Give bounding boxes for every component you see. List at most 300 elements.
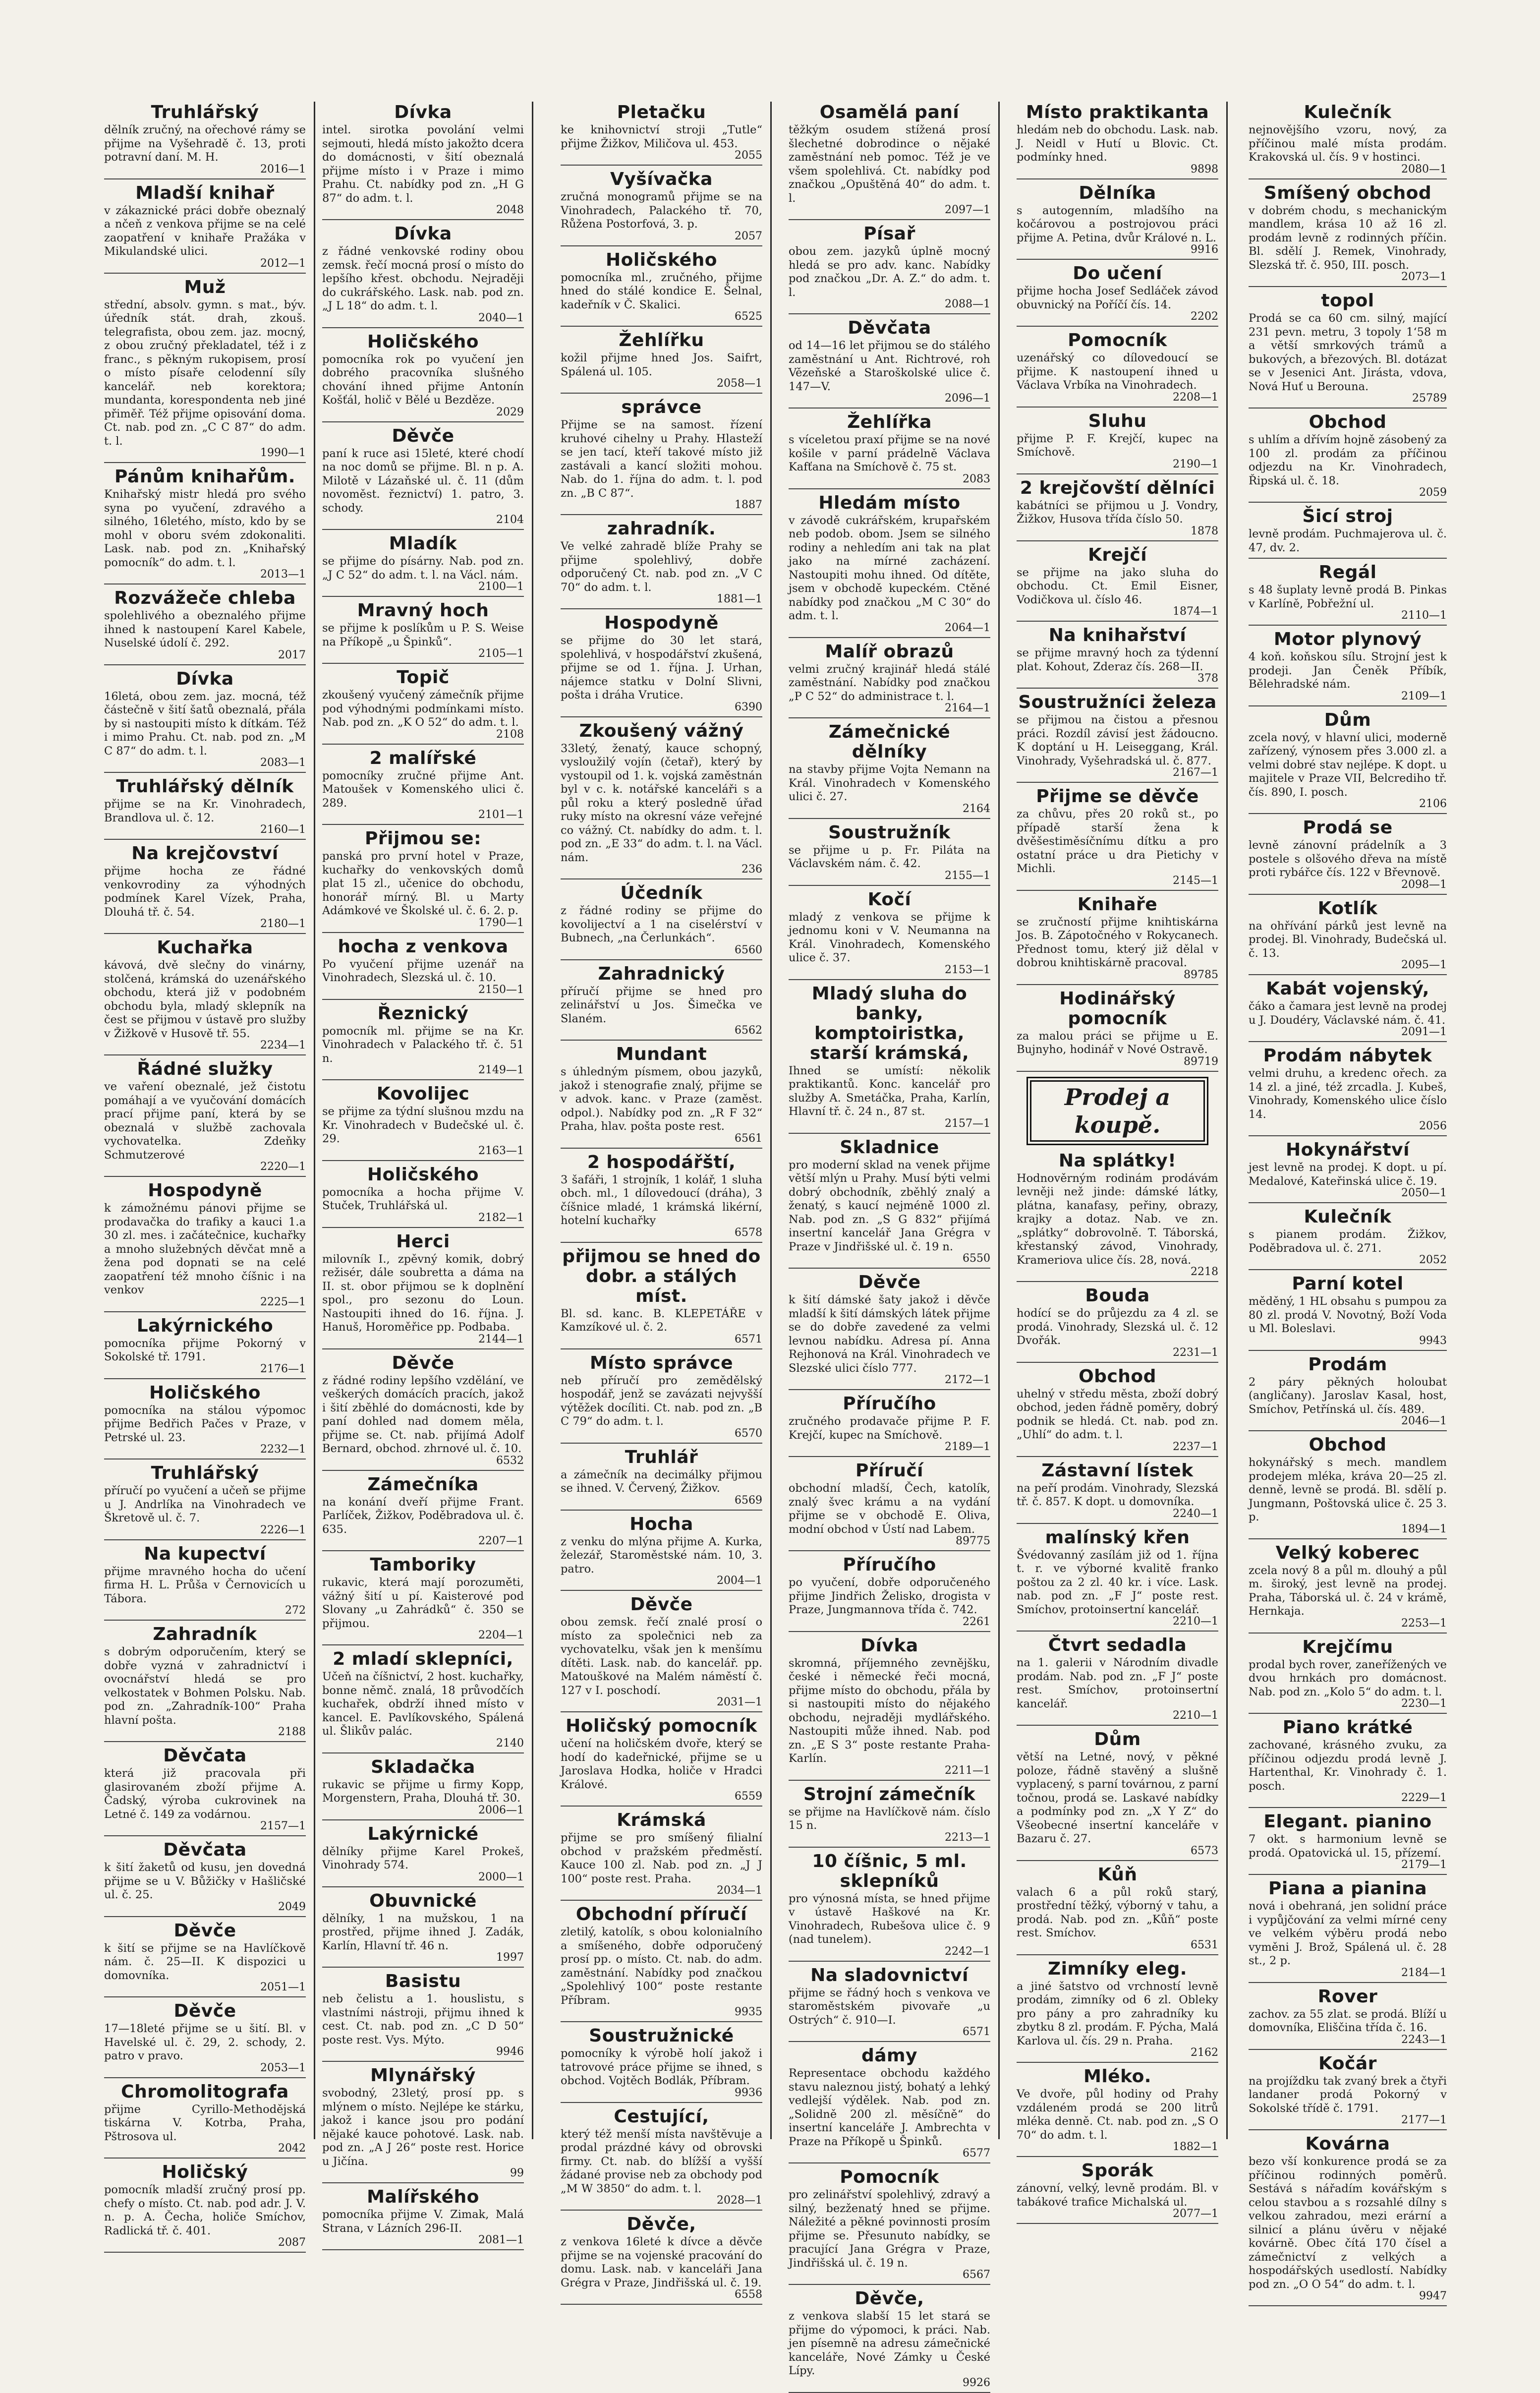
classified-ad <box>789 823 990 886</box>
classified-ad <box>322 2066 524 2183</box>
ad-heading: 2 hospodářští, <box>587 1152 736 1172</box>
ad-reference-number: 1881—1 <box>717 593 762 605</box>
ad-heading: Místo správce <box>589 1352 734 1373</box>
classified-ad <box>1249 183 1447 288</box>
ad-heading: Písař <box>863 224 915 244</box>
ad-text: 7 okt. s harmonium levně se prodá. Opatovická ul. 15, přízemí. <box>1249 1833 1447 1860</box>
classified-ad <box>1017 1461 1218 1524</box>
classified-ad <box>1249 507 1447 559</box>
ad-heading: Zkoušený vážný <box>579 720 744 741</box>
ad-reference-number: 2052 <box>1419 1254 1447 1266</box>
ad-reference-number: 2101—1 <box>478 809 524 821</box>
ad-heading: Truhlářský dělník <box>116 776 294 797</box>
ad-text: pomocníka přijme V. Zimak, Malá Strana, v Lázních 296-II. <box>322 2208 524 2235</box>
ad-text: na 1. galerii v Národním divadle prodám. Nab. pod zn. „F J“ poste rest. Smíchov, protoinsertní kancelář. <box>1017 1656 1218 1710</box>
ad-reference-number: 2017 <box>278 648 306 661</box>
ad-text: rukavic, která mají porozuměti, vážný šití u pí. Kaisterové pod Slovany „u Zahrádků“ č. 350 se přijmou. <box>322 1576 524 1630</box>
classified-ad <box>104 1921 306 1998</box>
classified-ad <box>104 183 306 274</box>
ad-heading: Rover <box>1317 1986 1378 2007</box>
ad-reference-number: 2012—1 <box>260 257 306 270</box>
ad-heading: Pánům knihařům. <box>114 467 295 487</box>
ad-reference-number: 2056 <box>1419 1120 1447 1132</box>
ad-heading: Hospodyně <box>604 613 719 633</box>
ad-text: pomocník ml. přijme se na Kr. Vinohradech v Palackého tř. č. 51 n. <box>322 1024 524 1065</box>
ad-heading: správce <box>621 397 702 417</box>
ad-heading: Krejčí <box>1087 544 1147 565</box>
ad-text: velmi zručný krajinář hledá stálé zaměstnání. Nabídky pod značkou „P C 52“ do administrace t. l. <box>789 662 990 703</box>
ad-text: na konání dveří přijme Frant. Parlíček, Žižkov, Poděbradova ul. č. 635. <box>322 1495 524 1536</box>
ad-heading: Smíšený obchod <box>1263 182 1432 203</box>
ad-heading: Holičského <box>367 1164 479 1185</box>
ad-heading: Motor plynový <box>1273 629 1422 649</box>
ad-text: na peří prodám. Vinohrady, Slezská tř. č. 857. K dopt. u domovníka. <box>1017 1481 1218 1508</box>
ad-heading: 2 krejčovští dělníci <box>1020 477 1215 498</box>
ad-heading: Hocha <box>629 1514 693 1534</box>
ad-reference-number: 2091—1 <box>1401 1026 1447 1038</box>
ad-reference-number: 2096—1 <box>945 392 990 405</box>
ad-text: velmi druhu, a kredenc ořech. za 14 zl. a jiné, též zrcadla. J. Kubeš, Vinohrady, Komenského ulice číslo 14. <box>1249 1067 1447 1121</box>
ad-heading: Na knihařství <box>1048 625 1187 645</box>
ad-text: měděný, 1 HL obsahu s pumpou za 80 zl. prodá V. Novotný, Boží Voda u Ml. Boleslavi. <box>1249 1295 1447 1335</box>
ad-heading: Herci <box>396 1231 450 1252</box>
ad-reference-number: 2105—1 <box>478 647 524 660</box>
classified-ad <box>1017 264 1218 327</box>
ad-heading: Holičský pomocník <box>566 1716 757 1736</box>
ad-heading: Prodám nábytek <box>1263 1046 1432 1066</box>
ad-text: a jiné šatstvo od vrchností levně prodám, zimníky od 6 zl. Obleky pro pány a pro zahradníky ku zbytku 8 zl. prodám. F. Pýcha, Malá Karlova ul. čís. 29 n. Praha. <box>1017 1980 1218 2047</box>
ad-reference-number: 2157—1 <box>945 1117 990 1130</box>
ad-reference-number: 272 <box>285 1604 306 1617</box>
ad-heading: Zámečníka <box>367 1474 479 1495</box>
ad-text: dělníky přijme Karel Prokeš, Vinohrady 574. <box>322 1845 524 1871</box>
ad-reference-number: 2049 <box>278 1900 306 1913</box>
ad-reference-number: 6571 <box>963 2026 990 2038</box>
classifieds-column-1 <box>97 102 315 2249</box>
ad-reference-number: 2029 <box>496 406 524 418</box>
ad-text: k zámožnému pánovi přijme se prodavačka do trafiky a kauci 1.a 30 zl. mes. i začátečnice, kuchařky a mnoho služebných děvčat mně a žena pod dopnati se na celé zaopatření též mnoho číšnic i na venkov <box>104 1202 306 1296</box>
ad-heading: Holičského <box>149 1382 261 1403</box>
ad-heading: Zámečnické dělníky <box>828 722 951 762</box>
ad-text: na ohřívání párků jest levně na prodej. Bl. Vinohrady, Budečská ul. č. 13. <box>1249 919 1447 960</box>
ad-reference-number: 2097—1 <box>945 204 990 216</box>
ad-heading: Zástavní lístek <box>1041 1460 1194 1481</box>
ad-heading: Hledám místo <box>818 492 961 513</box>
ad-reference-number: 2204—1 <box>478 1629 524 1641</box>
ad-reference-number: 1997 <box>496 1951 524 1964</box>
ad-heading: Pletačku <box>617 102 706 122</box>
ad-text: rukavic se přijme u firmy Kopp, Morgenstern, Praha, Dlouhá tř. 30. <box>322 1778 524 1805</box>
classified-ad <box>104 278 306 464</box>
classified-ad <box>789 2289 990 2393</box>
classified-ad <box>561 1716 762 1807</box>
ad-text: 33letý, ženatý, kauce schopný, vysloužilý vojín (četař), který by vystoupil od 1. k. vojská zaměstnán byl v c. k. notářské kanceláři s a půl roku a který posledně úřad ruky místo na okresní váze veřejné co vážný. Ct. nabídky do adm. t. l. pod zn. „E 33“ do adm. t. l. na Václ. nám. <box>561 742 762 864</box>
ad-reference-number: 2106 <box>1419 798 1447 810</box>
classified-ad <box>322 1649 524 1753</box>
classified-ad <box>104 1544 306 1621</box>
ad-heading: Mladý sluha do banky, komptoiristka, starší krámská, <box>809 983 970 1063</box>
classified-ad <box>322 829 524 933</box>
classified-ad <box>789 1394 990 1457</box>
classified-ad <box>561 170 762 246</box>
ad-heading: Na krejčovství <box>131 843 279 864</box>
classified-ad <box>104 938 306 1055</box>
ad-reference-number: 6532 <box>496 1454 524 1467</box>
classified-ad <box>561 2107 762 2211</box>
classified-ad <box>789 224 990 314</box>
ad-text: Po vyučení přijme uzenář na Vinohradech, Slezská ul. č. 10. <box>322 957 524 984</box>
ad-reference-number: 6558 <box>735 2288 762 2301</box>
ad-reference-number: 6525 <box>735 310 762 323</box>
ad-heading: Děvčata <box>163 1840 247 1860</box>
ad-reference-number: 2088—1 <box>945 298 990 310</box>
classified-ad <box>1017 183 1218 260</box>
ad-heading: zahradník. <box>607 519 716 539</box>
ad-heading: Lakýrnické <box>367 1823 479 1844</box>
classified-ad <box>1249 103 1447 179</box>
ad-text: Švédovanný zasílám již od 1. října t. r. ve výborné kvalitě franko poštou za 2 zl. 40 kr. i více. Lask. nab. pod zn. „F J“ poste rest. Smíchov, protoinsertní kancelář. <box>1017 1548 1218 1616</box>
ad-text: zletilý, katolík, s obou kolonialního a smíšeného, dobře odporučený prosí pp. o místo. Ct. nab. do adm. zaměstnání. Nabídky pod značkou „Spolehlivý 100“ poste restante Příbram. <box>561 1926 762 2007</box>
classified-ad <box>1249 412 1447 503</box>
ad-reference-number: 2261 <box>963 1615 990 1628</box>
ad-reference-number: 2220—1 <box>260 1161 306 1173</box>
classified-ad <box>104 1840 306 1917</box>
ad-heading: Děvče <box>630 1594 693 1615</box>
ad-heading: Dívka <box>394 224 452 244</box>
ad-text: Bl. sd. kanc. B. KLEPETÁŘE v Kamzíkové ul. č. 2. <box>561 1307 762 1334</box>
classified-ad <box>1249 2134 1447 2306</box>
ad-text: se přijme na jako sluha do obchodu. Ct. Emil Eisner, Vodičkova ul. číslo 46. <box>1017 566 1218 606</box>
ad-heading: Holičského <box>367 331 479 352</box>
classifieds-column-3 <box>554 102 772 2301</box>
ad-reference-number: 2055 <box>735 149 762 162</box>
ad-text: pro výnosná místa, se hned přijme v ústavě Haškové na Kr. Vinohradech, Rubešova ulice č. 9 (nad tunelem). <box>789 1892 990 1946</box>
ad-heading: Piana a pianina <box>1268 1878 1427 1899</box>
ad-heading: Muž <box>184 277 226 297</box>
ad-text: který též menší místa navštěvuje a prodal prázdné kávy od obrovski firmy. Ct. nab. do blížší a vyšší žádané provise neb za obchody pod „M W 3850“ do adm. t. l. <box>561 2127 762 2195</box>
classified-ad <box>104 1746 306 1836</box>
ad-text: zachov. za 55 zlat. se prodá. Blíží u domovníka, Eliščina třída č. 16. <box>1249 2007 1447 2034</box>
classified-ad <box>322 103 524 220</box>
ad-heading: Tamboriky <box>370 1555 476 1575</box>
ad-text: jest levně na prodej. K dopt. u pí. Medalové, Kateřinská ulice č. 19. <box>1249 1161 1447 1188</box>
classifieds-column-6 <box>1242 102 1455 2302</box>
ad-reference-number: 2042 <box>278 2142 306 2155</box>
ad-heading: Kůň <box>1097 1864 1138 1885</box>
ad-text: Přijme se na samost. řízení kruhové cihelny u Prahy. Hlasteží se jen tací, kteří takové místo již zastávali a kancí složiti mohou. Nab. do 1. října do adm. t. l. pod zn. „B C 87“. <box>561 418 762 500</box>
ad-text: zachované, krásného zvuku, za příčinou odjezdu prodá levně J. Hartenthal, Kr. Vinohrady č. 1. posch. <box>1249 1739 1447 1793</box>
ad-reference-number: 2184—1 <box>1401 1966 1447 1979</box>
classified-ad <box>1249 818 1447 895</box>
ad-text: uhelný v středu města, zboží dobrý obchod, jeden řádně poměry, dobrý podnik se hledá. Ct. nab. pod zn. „Uhlí“ do adm. t. l. <box>1017 1387 1218 1441</box>
ad-heading: Soustružnické <box>589 2026 734 2046</box>
classified-ad <box>1017 1959 1218 2063</box>
classified-ad <box>1249 1140 1447 1203</box>
ad-text: levně prodám. Puchmajerova ul. č. 47, dv. 2. <box>1249 527 1447 554</box>
classified-ad <box>789 1852 990 1962</box>
ad-reference-number: 2064—1 <box>945 621 990 634</box>
ad-reference-number: 2058—1 <box>717 377 762 390</box>
ad-heading: Příručí <box>855 1460 924 1481</box>
classified-ad <box>322 224 524 328</box>
classified-ad <box>561 1247 762 1349</box>
ad-heading: Kuchařka <box>157 937 253 958</box>
ad-text: zručného prodavače přijme P. F. Krejčí, kupec na Smíchově. <box>789 1415 990 1442</box>
ad-reference-number: 2242—1 <box>945 1945 990 1958</box>
ad-text: dělníky, 1 na mužskou, 1 na prostřed, přijme ihned J. Zadák, Karlín, Hlavní tř. 46 n. <box>322 1912 524 1952</box>
ad-text: větší na Letné, nový, v pěkné poloze, řádně stavěný a slušně vyplacený, s parní továrnou, z parní točnou, prodá se. Laskavé nabídky a podmínky pod zn. „X Y Z“ do Všeobecné insertní kanceláře v Bazaru č. 27. <box>1017 1751 1218 1845</box>
ad-heading: Pomocník <box>1068 330 1167 350</box>
ad-reference-number: 9943 <box>1419 1334 1447 1347</box>
ad-heading: Lakýrnického <box>136 1315 274 1336</box>
ad-reference-number: 2083 <box>963 472 990 485</box>
ad-reference-number: 6578 <box>735 1226 762 1239</box>
classified-ad <box>789 2167 990 2285</box>
ad-heading: Holičský <box>162 2162 248 2182</box>
classified-ad <box>104 2162 306 2253</box>
ad-reference-number: 1874—1 <box>1173 605 1218 618</box>
ad-heading: Soustružník <box>828 822 951 843</box>
classified-ad <box>1249 1543 1447 1634</box>
ad-heading: Kovolijec <box>376 1084 470 1104</box>
ad-reference-number: 2149—1 <box>478 1064 524 1076</box>
ad-heading: Skladačka <box>371 1756 475 1777</box>
ad-heading: dámy <box>861 2045 918 2066</box>
ad-text: obchodní mladší, Čech, katolík, znalý švec krámu a na vydání přijme se v obchodě E. Oliva, modní obchod v Ústí nad Labem. <box>789 1482 990 1536</box>
ad-heading: Obchodní příručí <box>575 1904 747 1925</box>
classified-ad <box>1017 1367 1218 1457</box>
ad-heading: Dům <box>1094 1729 1141 1750</box>
ad-text: a zámečník na decimálky přijmou se ihned. V. Červený, Žižkov. <box>561 1468 762 1495</box>
ad-heading: Dělníka <box>1079 182 1156 203</box>
ad-heading: Přijmou se: <box>365 828 481 849</box>
ad-heading: Mravný hoch <box>357 600 489 621</box>
classified-ad <box>789 722 990 819</box>
ad-heading: Děvče <box>173 1920 236 1941</box>
ad-reference-number: 1878 <box>1191 525 1218 537</box>
classified-ad <box>789 1138 990 1269</box>
ad-reference-number: 2150—1 <box>478 983 524 996</box>
ad-reference-number: 6573 <box>1191 1844 1218 1857</box>
classified-ad <box>1017 693 1218 783</box>
ad-heading: Pomocník <box>840 2167 939 2187</box>
classified-ad <box>104 1316 306 1379</box>
ad-reference-number: 2167—1 <box>1173 766 1218 779</box>
ad-text: Učeň na číšnictví, 2 host. kuchařky, bonne němč. znalá, 18 průvodčích kuchařek, obdrží ihned místo v kancel. E. Pavlíkovského, Spálená ul. Šlikův palác. <box>322 1670 524 1738</box>
ad-text: pro moderní sklad na venek přijme větší mlýn u Prahy. Musí býti velmi dobrý obchodník, zběhlý znalý a ženatý, s kaucí nejméně 1000 zl. Nab. pod zn. „S G 832“ přijímá insertní kancelář Jana Grégra v Praze v Jindřišské ul. č. 19 n. <box>789 1158 990 1253</box>
classified-ad <box>322 601 524 664</box>
ad-heading: Mladší knihař <box>135 182 275 203</box>
classified-ad <box>322 1165 524 1228</box>
ad-heading: Čtvrt sedadla <box>1048 1635 1187 1655</box>
ad-reference-number: 2031—1 <box>717 1696 762 1708</box>
ad-reference-number: 2006—1 <box>478 1804 524 1816</box>
ad-reference-number: 6560 <box>735 943 762 956</box>
classified-ad <box>1017 545 1218 622</box>
classified-ad <box>789 493 990 638</box>
classified-ad <box>1017 989 1218 1072</box>
classified-ad <box>1249 1718 1447 1808</box>
ad-heading: Basistu <box>385 1971 461 1991</box>
ad-heading: Děvče <box>392 1352 455 1373</box>
ad-text: spolehlivého a obeznalého přijme ihned k nastoupení Karel Kabele, Nuselské údolí č. 292. <box>104 609 306 649</box>
ad-text: za chůvu, přes 20 roků st., po případě starší žena k dvěšestiměsíčnímu dítku a pro ostatní práce u dra Pietichy v Michli. <box>1017 808 1218 875</box>
ad-reference-number: 2110—1 <box>1401 609 1447 622</box>
ad-reference-number: 2188 <box>278 1726 306 1738</box>
ad-reference-number: 99 <box>510 2167 524 2179</box>
ad-heading: Řeznický <box>377 1003 469 1024</box>
ad-reference-number: 2164 <box>963 802 990 815</box>
ad-text: 3 šafáři, 1 strojník, 1 kolář, 1 sluha obch. ml., 1 dílovedoucí (dráha), 3 číšnice mladé, 1 krámská likérní, hotelní kuchařky <box>561 1173 762 1227</box>
ad-reference-number: 2164—1 <box>945 702 990 714</box>
classified-ad <box>1249 630 1447 706</box>
ad-heading: Řádné služky <box>137 1059 273 1079</box>
classified-ad <box>1017 787 1218 891</box>
ad-text: která již pracovala při glasirovaném zboží přijme A. Čadský, výroba cukrovinek na Letné č. 149 za vodárnou. <box>104 1767 306 1821</box>
ad-text: se přijme za týdní slušnou mzdu na Kr. Vinohradech v Budečské ul. č. 29. <box>322 1105 524 1145</box>
ad-heading: Kovárna <box>1305 2134 1390 2154</box>
ad-text: hledám neb do obchodu. Lask. nab. J. Neidl v Hutí u Blovic. Ct. podmínky hned. <box>1017 123 1218 164</box>
ad-text: s úhledným písmem, obou jazyků, jakož i stenografie znalý, přijme se v advok. kanc. v Praze (zaměst. odpol.). Nabídky pod zn. „R F 32“ Praha, hlav. pošta poste rest. <box>561 1065 762 1133</box>
classified-ad <box>561 331 762 394</box>
classified-ad <box>789 1273 990 1390</box>
ad-text: 16letá, obou zem. jaz. mocná, též částečně v šití šatů obeznalá, přála by si nastoupiti místo k dítkám. Též i mimo Prahu. Ct. nab. pod zn. „M C 87“ do adm. t. l. <box>104 690 306 758</box>
classified-ad <box>789 412 990 489</box>
ad-reference-number: 2177—1 <box>1401 2114 1447 2126</box>
ad-reference-number: 2163—1 <box>478 1144 524 1157</box>
ad-heading: Příručího <box>843 1394 936 1414</box>
ad-text: od 14—16 let přijmou se do stálého zaměstnání u Ant. Richtrové, roh Vězeňské a Staroškolské ulice č. 147—V. <box>789 339 990 393</box>
ad-reference-number: 2208—1 <box>1173 391 1218 404</box>
ad-reference-number: 89719 <box>1184 1055 1218 1068</box>
classified-ad <box>104 1625 306 1742</box>
ad-heading: Elegant. pianino <box>1263 1811 1432 1832</box>
ad-text: Ve dvoře, půl hodiny od Prahy vzdáleném prodá se 200 litrů mléka denně. Ct. nab. pod zn. „S O 70“ do adm. t. l. <box>1017 2088 1218 2142</box>
ad-heading: hocha z venkova <box>338 936 509 957</box>
classified-ad <box>561 883 762 960</box>
ad-reference-number: 2190—1 <box>1173 458 1218 470</box>
ad-reference-number: 2095—1 <box>1401 959 1447 971</box>
ad-text: v dobrém chodu, s mechanickým mandlem, krása 10 až 16 zl. prodám levně z rodinných příčin. Bl. sdělí J. Remek, Vinohrady, Slezská tř. č. 950, III. posch. <box>1249 204 1447 272</box>
classified-ad <box>561 721 762 880</box>
classified-ad <box>1017 411 1218 474</box>
ad-text: neb čelistu a 1. houslistu, s vlastními nástroji, přijmu ihned k cest. Ct. nab. pod zn. „C D 50“ poste rest. Vys. Mýto. <box>322 1992 524 2046</box>
classified-ad <box>1017 103 1218 179</box>
ad-heading: Zimníky eleg. <box>1048 1958 1187 1979</box>
ad-reference-number: 2098—1 <box>1401 878 1447 891</box>
ad-heading: Obuvnické <box>369 1890 477 1911</box>
classified-ad <box>322 1555 524 1645</box>
classified-ad <box>561 103 762 166</box>
ad-reference-number: 6561 <box>735 1132 762 1145</box>
classified-ad <box>789 642 990 719</box>
ad-heading: Mundant <box>616 1044 707 1064</box>
ad-reference-number: 2226—1 <box>260 1523 306 1536</box>
classified-ad <box>1017 1865 1218 1955</box>
ad-heading: Obchod <box>1309 1435 1387 1455</box>
ad-text: pro zelinářství spolehlivý, zdravý a silný, bezženatý hned se přijme. Náležité a pěkné povinnosti prosím přijme se. Přesunuto nabídky, se pracující Jana Grégra v Praze, Jindřišská ul. č. 19 n. <box>789 2188 990 2270</box>
ad-heading: Žehlířku <box>619 330 704 350</box>
ad-reference-number: 2207—1 <box>478 1535 524 1547</box>
classified-ad <box>561 1353 762 1444</box>
classified-ad <box>1017 1635 1218 1726</box>
ad-text: hodící se do průjezdu za 4 zl. se prodá. Vinohrady, Slezská ul. č. 12 Dvořák. <box>1017 1307 1218 1347</box>
ad-text: se přijme do písárny. Nab. pod zn. „J C 52“ do adm. t. l. na Václ. nám. <box>322 555 524 582</box>
ad-heading: Malíř obrazů <box>825 641 954 662</box>
ad-text: z řádné rodiny se přijme do kovolijectví a 1 na ciselérství v Bubnech, „na Čerlunkách“. <box>561 904 762 944</box>
ad-text: kabátníci se přijmou u J. Vondry, Žižkov, Husova třída číslo 50. <box>1017 499 1218 525</box>
ad-reference-number: 6577 <box>963 2147 990 2160</box>
ad-reference-number: 2053—1 <box>260 2061 306 2074</box>
classified-ad <box>1249 1046 1447 1136</box>
ad-reference-number: 9947 <box>1419 2290 1447 2302</box>
ad-heading: Truhlář <box>625 1447 698 1467</box>
ad-heading: Do učení <box>1073 263 1162 284</box>
ad-reference-number: 25789 <box>1412 392 1447 405</box>
ad-reference-number: 2157—1 <box>260 1820 306 1832</box>
ad-text: Prodá se ca 60 cm. silný, mající 231 pevn. metru, 3 topoly 1‘58 m a větší smrkových trámů a bukových, a březových. Bl. dotázat se v Jesenici Ant. Jirásta, vdova, Nová Huť u Berouna. <box>1249 312 1447 393</box>
ad-text: prodal bych rover, zaneřížených ve dvou hrnkách pro domácnost. Nab. pod zn. „Kolo 5“ do adm. t. l. <box>1249 1658 1447 1698</box>
ad-text: Knihařský mistr hledá pro svého syna po vyučení, zdravého a silného, 16letého, místo, kdo by se mohl v oboru svém zdokonaliti. Lask. nab. pod zn. „Knihařský pomocník“ do adm. t. l. <box>104 488 306 569</box>
classified-ad <box>1017 1286 1218 1363</box>
ad-text: z venkova slabší 15 let stará se přijme do výpomoci, k práci. Nab. jen písemně na adresu zámečnické kanceláře, Nové Zámky u České Lípy. <box>789 2310 990 2377</box>
classified-ad <box>1249 899 1447 976</box>
ad-text: čáko a čamara jest levně na prodej u J. Doudéry, Václavské nám. č. 41. <box>1249 1000 1447 1027</box>
ad-reference-number: 2073—1 <box>1401 271 1447 283</box>
ad-text: valach 6 a půl roků starý, prostřední těžký, výborný v tahu, a prodá. Nab. pod zn. „Kůň“ poste rest. Smíchov. <box>1017 1885 1218 1939</box>
ad-text: s pianem prodám. Žižkov, Poděbradova ul. č. 271. <box>1249 1228 1447 1255</box>
ad-heading: Sluhu <box>1088 410 1147 431</box>
ad-text: přijme se řádný hoch s venkova ve staroměstském pivovaře „u Ostrých“ č. 910—I. <box>789 1986 990 2027</box>
classified-ad <box>104 588 306 665</box>
ad-reference-number: 9916 <box>1191 243 1218 256</box>
ad-heading: Vyšívačka <box>610 169 713 189</box>
ad-reference-number: 2189—1 <box>945 1441 990 1453</box>
ad-heading: Hospodyně <box>148 1180 262 1201</box>
ad-reference-number: 2080—1 <box>1401 163 1447 175</box>
ad-text: přijme mravného hocha do učení firma H. L. Průša v Černovicích u Tábora. <box>104 1565 306 1605</box>
classified-ad <box>789 2046 990 2163</box>
ad-text: střední, absolv. gymn. s mat., býv. úředník stát. drah, zkouš. telegrafista, obou zem. jaz. mocný, z obou zručný překladatel, též i z franc., s pěkným rukopisem, prosí o místo písaře celodenní síly kancelář. neb korektora; mundanta, korespondenta neb jiné přiměř. Též přijme opisování doma. Ct. nab. pod zn. „C C 87“ do adm. t. l. <box>104 298 306 448</box>
ad-reference-number: 2104 <box>496 514 524 526</box>
classified-ad <box>561 519 762 609</box>
classified-ad <box>104 1383 306 1460</box>
classified-ad <box>1249 1812 1447 1875</box>
classified-ad <box>322 668 524 745</box>
ad-reference-number: 2160—1 <box>260 823 306 836</box>
ad-reference-number: 89785 <box>1184 968 1218 981</box>
ad-heading: Chromolitografa <box>121 2081 289 2102</box>
ad-heading: Parní kotel <box>1292 1274 1404 1294</box>
ad-text: 17—18leté přijme se u šití. Bl. v Havelské ul. č. 29, 2. schody, 2. patro v pravo. <box>104 2022 306 2062</box>
ad-reference-number: 2234—1 <box>260 1039 306 1051</box>
ad-heading: Osamělá paní <box>819 102 960 122</box>
ad-heading: Piano krátké <box>1282 1717 1413 1738</box>
ad-heading: Děvče <box>173 2001 236 2021</box>
ad-reference-number: 6550 <box>963 1252 990 1265</box>
classified-ad <box>322 1232 524 1349</box>
classified-ad <box>1249 1987 1447 2050</box>
classified-ad <box>322 749 524 825</box>
classified-ad <box>1017 895 1218 985</box>
classified-ad <box>789 1461 990 1551</box>
classified-ad <box>561 1905 762 2022</box>
classified-ad <box>789 318 990 409</box>
ad-heading: Mladík <box>389 533 457 554</box>
ad-reference-number: 2109—1 <box>1401 690 1447 702</box>
classified-ad <box>322 1891 524 1968</box>
ad-text: hokynářský s mech. mandlem prodejem mléka, kráva 20—25 zl. denně, levně se prodá. Bl. sdělí p. Jungmann, Poštovská ulice č. 25 3. p. <box>1249 1456 1447 1523</box>
